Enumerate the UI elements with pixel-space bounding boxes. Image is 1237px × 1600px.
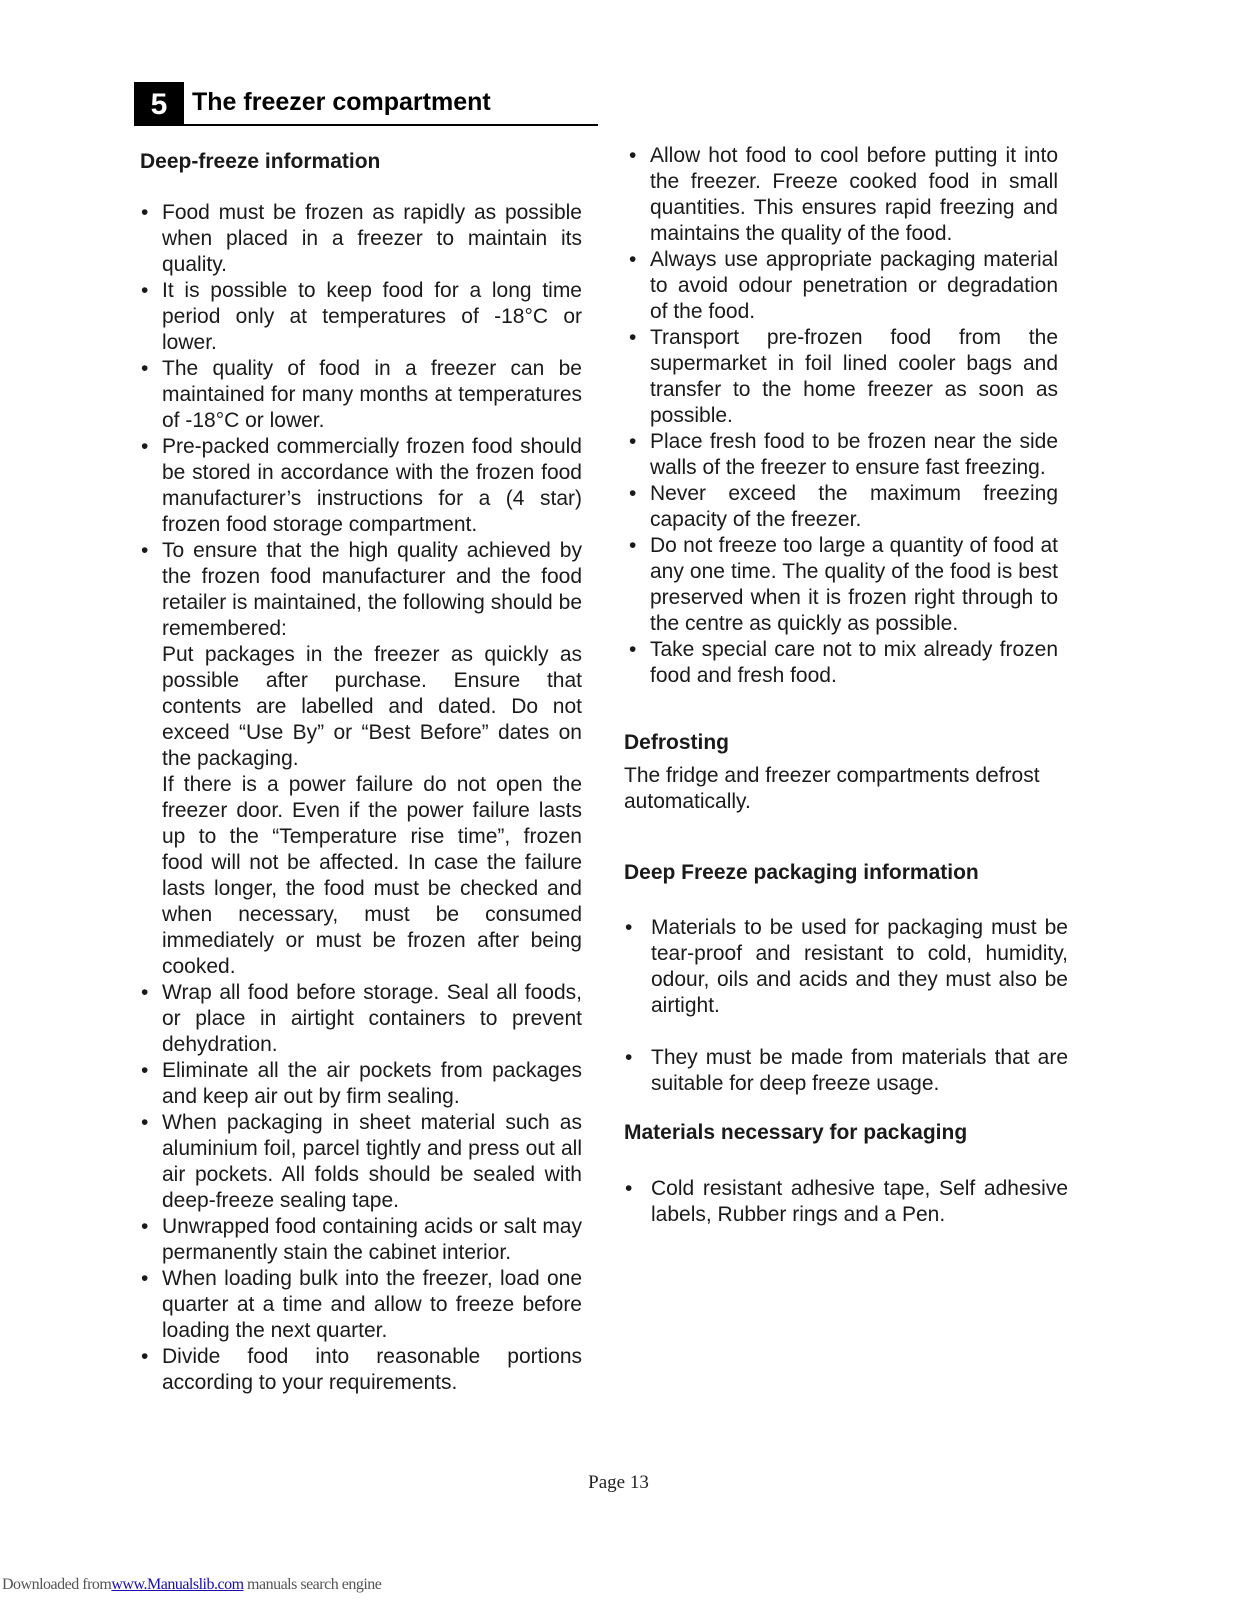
bullet-icon: • xyxy=(141,357,149,380)
bullet-icon: • xyxy=(629,326,637,349)
defrosting-heading: Defrosting xyxy=(624,731,729,754)
deep-freeze-heading: Deep-freeze information xyxy=(140,150,381,173)
list-item xyxy=(628,429,1058,481)
list-item xyxy=(140,1058,582,1110)
list-item-text: If there is a power failure do not open the freezer door. Even if the power failure lasts up to the “Temperature rise time”, frozen food will not be affected. In case the failure lasts longer, the food must be checked and when necessary, must be consumed immediately or must be frozen after being cooked. xyxy=(162,773,582,978)
bullet-icon: • xyxy=(629,638,637,661)
list-item-text: The quality of food in a freezer can be maintained for many months at temperatures of -18°C or lower. xyxy=(162,357,582,432)
list-item xyxy=(140,278,582,356)
list-item xyxy=(624,1045,1068,1097)
packaging-heading: Deep Freeze packaging information xyxy=(624,861,979,884)
list-item-text: Never exceed the maximum freezing capacity of the freezer. xyxy=(650,482,1058,531)
list-item-text: When packaging in sheet material such as aluminium foil, parcel tightly and press out all air pockets. All folds should be sealed with deep-freeze sealing tape. xyxy=(162,1111,582,1212)
defrosting-text: The fridge and freezer compartments defrost automatically. xyxy=(624,764,1040,813)
list-item-text: Put packages in the freezer as quickly as possible after purchase. Ensure that contents are labelled and dated. Do not exceed “Use By” or “Best Before” dates on the packaging. xyxy=(162,643,582,770)
freezing-tips-list xyxy=(628,143,1058,689)
list-item-text: Eliminate all the air pockets from packages and keep air out by firm sealing. xyxy=(162,1059,582,1108)
list-item xyxy=(140,1344,582,1396)
bullet-icon: • xyxy=(625,916,633,939)
list-item xyxy=(140,200,582,278)
footer-prefix: Downloaded from xyxy=(2,1576,112,1593)
section-header xyxy=(134,82,598,126)
bullet-icon: • xyxy=(141,1267,149,1290)
bullet-icon: • xyxy=(629,534,637,557)
bullet-icon: • xyxy=(629,248,637,271)
page-number: Page 13 xyxy=(588,1472,649,1493)
bullet-icon: • xyxy=(629,144,637,167)
bullet-icon: • xyxy=(141,279,149,302)
list-item-text: Pre-packed commercially frozen food should be stored in accordance with the frozen food manufacturer’s instructions for a (4 star) frozen food storage compartment. xyxy=(162,435,582,536)
list-item xyxy=(140,434,582,538)
list-item xyxy=(624,1176,1068,1228)
section-number: 5 xyxy=(134,82,184,124)
list-item xyxy=(628,637,1058,689)
list-item-text: Do not freeze too large a quantity of food at any one time. The quality of the food is best preserved when it is frozen right through to the centre as quickly as possible. xyxy=(650,534,1058,635)
list-item xyxy=(628,143,1058,247)
bullet-icon: • xyxy=(141,1111,149,1134)
list-item-text: When loading bulk into the freezer, load one quarter at a time and allow to freeze before loading the next quarter. xyxy=(162,1267,582,1342)
bullet-icon: • xyxy=(629,430,637,453)
bullet-icon: • xyxy=(141,981,149,1004)
list-item-text: They must be made from materials that are suitable for deep freeze usage. xyxy=(651,1046,1068,1095)
list-item-text: Divide food into reasonable portions according to your requirements. xyxy=(162,1345,582,1394)
list-item-text: Take special care not to mix already frozen food and fresh food. xyxy=(650,638,1058,687)
list-item-text: Allow hot food to cool before putting it into the freezer. Freeze cooked food in small quantities. This ensures rapid freezing and maintains the quality of the food. xyxy=(650,144,1058,245)
bullet-icon: • xyxy=(141,201,149,224)
list-item-text: Always use appropriate packaging material to avoid odour penetration or degradation of the food. xyxy=(650,248,1058,323)
list-item xyxy=(628,247,1058,325)
bullet-icon: • xyxy=(141,539,149,562)
list-item xyxy=(140,1266,582,1344)
list-spacer xyxy=(624,1019,1068,1045)
materials-list xyxy=(624,1176,1068,1228)
list-item xyxy=(140,1214,582,1266)
list-item-text: Cold resistant adhesive tape, Self adhesive labels, Rubber rings and a Pen. xyxy=(651,1177,1068,1226)
list-item-text: Unwrapped food containing acids or salt may permanently stain the cabinet interior. xyxy=(162,1215,582,1264)
download-footer xyxy=(2,1576,381,1594)
list-item xyxy=(628,481,1058,533)
footer-suffix: manuals search engine xyxy=(243,1576,382,1593)
materials-heading: Materials necessary for packaging xyxy=(624,1121,968,1144)
list-item-text: It is possible to keep food for a long time period only at temperatures of -18°C or lower. xyxy=(162,279,582,354)
list-item xyxy=(140,980,582,1058)
packaging-list xyxy=(624,915,1068,1097)
deep-freeze-list xyxy=(140,200,582,1396)
list-item-text: Transport pre-frozen food from the supermarket in foil lined cooler bags and transfer to the home freezer as soon as possible. xyxy=(650,326,1058,427)
bullet-icon: • xyxy=(141,435,149,458)
bullet-icon: • xyxy=(629,482,637,505)
bullet-icon: • xyxy=(141,1345,149,1368)
section-title: The freezer compartment xyxy=(192,88,491,116)
list-item-text: To ensure that the high quality achieved by the frozen food manufacturer and the food retailer is maintained, the following should be remembered: xyxy=(162,539,582,640)
list-item-text: Food must be frozen as rapidly as possible when placed in a freezer to maintain its quality. xyxy=(162,201,582,276)
list-item xyxy=(140,538,582,980)
list-item xyxy=(140,1110,582,1214)
bullet-icon: • xyxy=(141,1215,149,1238)
list-item-text: Place fresh food to be frozen near the side walls of the freezer to ensure fast freezing. xyxy=(650,430,1058,479)
list-item xyxy=(624,915,1068,1019)
bullet-icon: • xyxy=(625,1177,633,1200)
manualslib-link[interactable]: www.Manualslib.com xyxy=(111,1576,244,1593)
list-item xyxy=(628,325,1058,429)
bullet-icon: • xyxy=(625,1046,633,1069)
list-item xyxy=(628,533,1058,637)
list-item xyxy=(140,356,582,434)
list-item-text: Wrap all food before storage. Seal all foods, or place in airtight containers to prevent dehydration. xyxy=(162,981,582,1056)
list-item-text: Materials to be used for packaging must be tear-proof and resistant to cold, humidity, odour, oils and acids and they must also be airtight. xyxy=(651,916,1068,1017)
bullet-icon: • xyxy=(141,1059,149,1082)
